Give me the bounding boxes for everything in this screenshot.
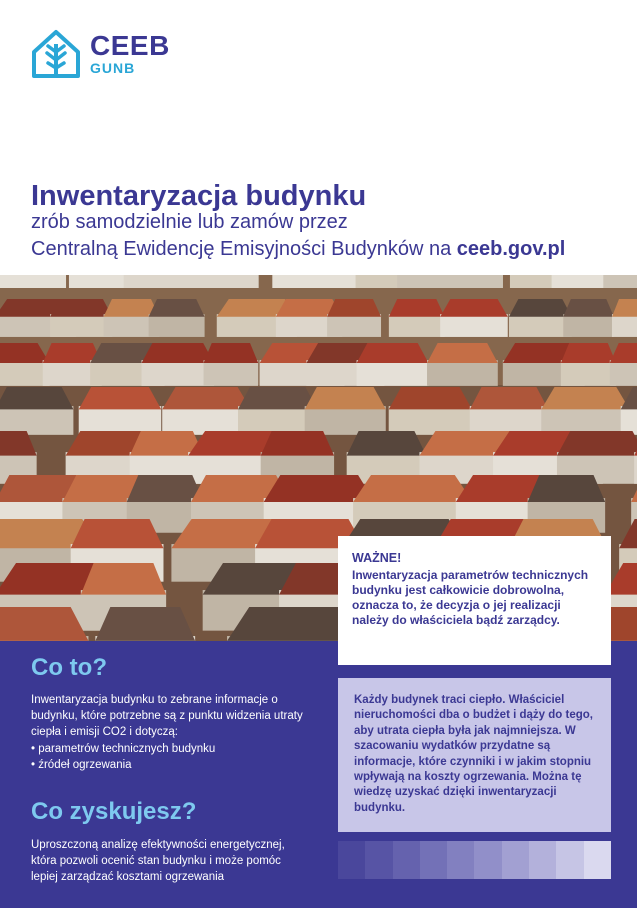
page-title: Inwentaryzacja budynku — [31, 180, 367, 212]
important-text: Inwentaryzacja parametrów technicznych budynku jest całkowicie dobrowolna, oznacza to, że decyzja o jej realizacji należy do właściciela bądź zarządcy. — [352, 568, 589, 627]
color-swatches — [338, 841, 611, 879]
website-link: ceeb.gov.pl — [456, 238, 566, 260]
swatch — [502, 841, 529, 879]
important-heading: WAŻNE! — [352, 551, 402, 565]
what-heading: Co to? — [31, 654, 107, 681]
what-bullets — [31, 741, 215, 773]
swatch — [556, 841, 583, 879]
subtitle-line-2 — [31, 236, 565, 263]
swatch — [420, 841, 447, 879]
house-tree-icon — [30, 28, 82, 80]
swatch — [393, 841, 420, 879]
info-box: Każdy budynek traci ciepło. Właściciel nieruchomości dba o budżet i dąży do tego, aby utrata ciepła była jak najmniejsza. W szacowaniu wydatków przydatne są informacje, które czynniki i w jakim stopniu wpływają na koszty ogrzewania. Można tę wiedzę uzyskać dzięki inwentaryzacji budynku. — [338, 678, 611, 832]
gain-text: Uproszczoną analizę efektywności energetycznej, która pozwoli ocenić stan budynku i może pomóc lepiej zarządzać kosztami ogrzewania — [31, 839, 285, 883]
swatch — [584, 841, 611, 879]
gain-heading: Co zyskujesz? — [31, 798, 197, 825]
swatch — [529, 841, 556, 879]
logo-subtitle: GUNB — [90, 60, 136, 76]
swatch — [338, 841, 365, 879]
bullet-item: • źródeł ogrzewania — [31, 759, 132, 771]
important-box — [338, 536, 611, 665]
subtitle-line-1: zrób samodzielnie lub zamów przez — [31, 211, 348, 233]
swatch — [474, 841, 501, 879]
bullet-item: • parametrów technicznych budynku — [31, 743, 216, 755]
page-subtitle — [31, 209, 565, 263]
logo-wordmark: CEEB — [90, 30, 170, 61]
what-text: Inwentaryzacja budynku to zebrane informacje o budynku, które potrzebne są z punktu widzenia utraty ciepła i emisji CO2 i dotyczą: — [31, 694, 303, 738]
swatch — [365, 841, 392, 879]
swatch — [447, 841, 474, 879]
ceeb-logo — [30, 28, 170, 80]
subtitle-line-2-text: Centralną Ewidencję Emisyjności Budynków na — [31, 238, 457, 260]
